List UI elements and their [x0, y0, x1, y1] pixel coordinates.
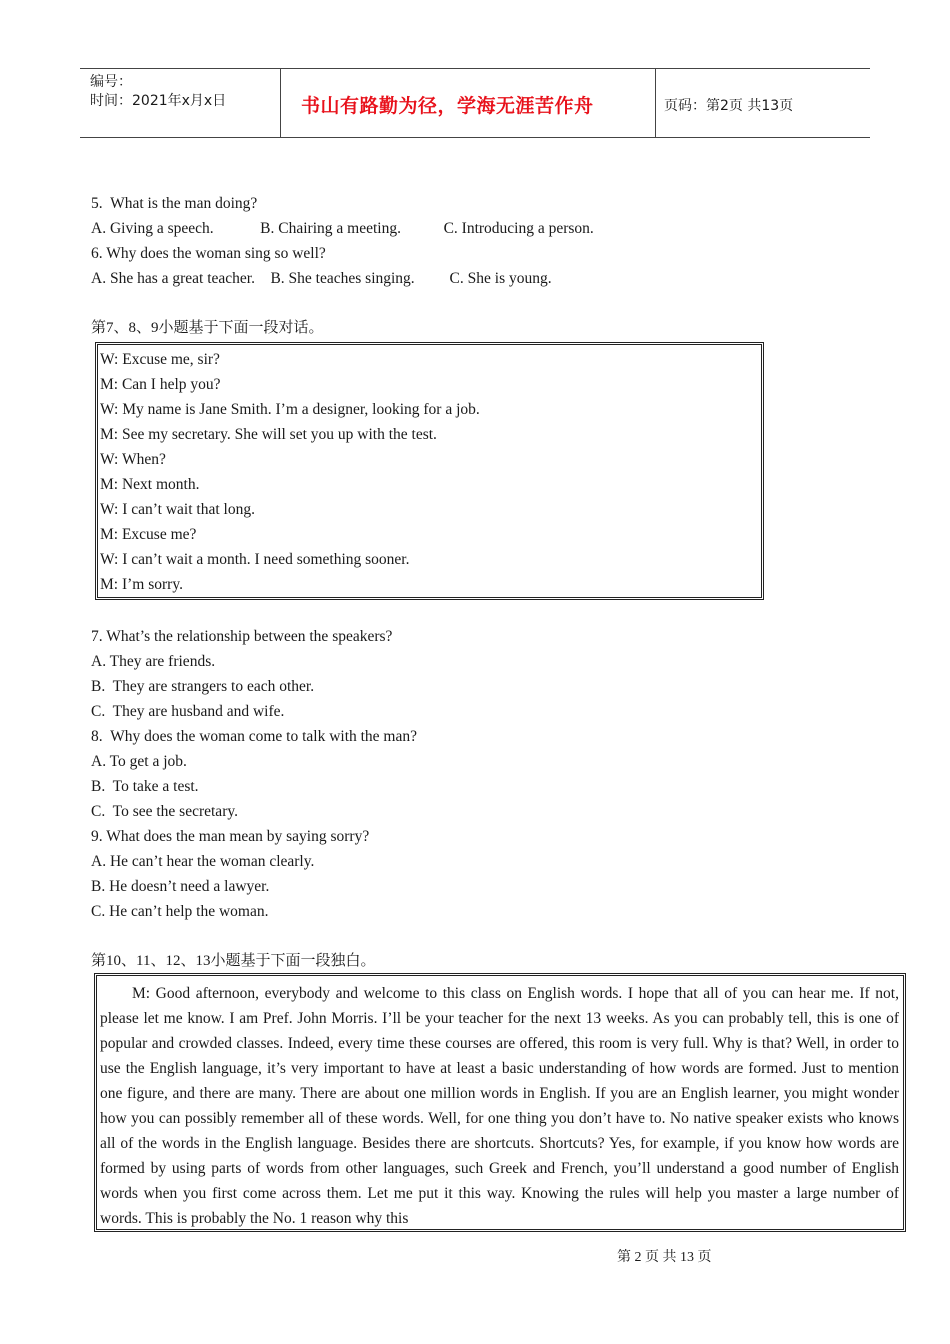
page-footer: 第 2 页 共 13 页	[617, 1250, 712, 1265]
date-label: 时间：2021年x月x日	[90, 93, 227, 109]
dialogue-box	[95, 342, 764, 600]
answer-option: A. He can’t hear the woman clearly.	[91, 853, 315, 870]
dialogue-line: W: My name is Jane Smith. I’m a designer, looking for a job.	[100, 401, 480, 418]
answer-option: C. They are husband and wife.	[91, 703, 285, 720]
dialogue-line: M: I’m sorry.	[100, 576, 183, 593]
page-header	[80, 68, 870, 138]
dialogue-line: W: I can’t wait that long.	[100, 501, 255, 518]
dialogue-line: W: When?	[100, 451, 166, 468]
dialogue-line: W: I can’t wait a month. I need something sooner.	[100, 551, 410, 568]
dialogue-line: M: Next month.	[100, 476, 200, 493]
answer-option: B. He doesn’t need a lawyer.	[91, 878, 270, 895]
header-page-cell	[655, 69, 870, 137]
answer-option: C. He can’t help the woman.	[91, 903, 269, 920]
question-options: A. She has a great teacher. B. She teaches singing. C. She is young.	[91, 270, 552, 287]
question-line: 7. What’s the relationship between the speakers?	[91, 628, 393, 645]
question-line: 5. What is the man doing?	[91, 195, 258, 212]
answer-option: A. They are friends.	[91, 653, 216, 670]
question-line: 9. What does the man mean by saying sorry?	[91, 828, 370, 845]
dialogue-line: M: Excuse me?	[100, 526, 197, 543]
header-motto-cell	[280, 69, 656, 137]
section-intro: 第7、8、9小题基于下面一段对话。	[91, 320, 324, 336]
answer-option: C. To see the secretary.	[91, 803, 238, 820]
dialogue-line: W: Excuse me, sir?	[100, 351, 220, 368]
answer-option: B. They are strangers to each other.	[91, 678, 315, 695]
answer-option: B. To take a test.	[91, 778, 199, 795]
question-options: A. Giving a speech. B. Chairing a meeting. C. Introducing a person.	[91, 220, 594, 237]
dialogue-line: M: See my secretary. She will set you up with the test.	[100, 426, 437, 443]
page-info: 页码：第2页 共13页	[664, 98, 794, 114]
monologue-box	[94, 973, 906, 1232]
monologue-text: M: Good afternoon, everybody and welcome to this class on English words. I hope that all of you can hear me. If not, please let me know. I am Pref. John Morris. I’ll be your teacher for the next 13 weeks. As you can probably tell, this is one of popular and crowded classes. Indeed, every time these courses are offered, this room is very full. Why is that? Well, in order to use the English language, it’s very important to have at least a basic understanding of how words are formed. Just to mention one figure, and there are many. There are about one million words in English. If you are an English learner, you might wonder how you can possibly remember all of these words. Well, for one thing you don’t have to. No native speaker exists who knows all of the words in the English language. Besides there are shortcuts. Shortcuts? Yes, for example, if you know how words are formed by using parts of words from other languages, such Greek and French, you’ll understand a good number of English words when you first come across them. Let me put it this way. Knowing the rules will help you master a large number of words. This is probably the No. 1 reason why this	[100, 985, 899, 1227]
question-line: 8. Why does the woman come to talk with the man?	[91, 728, 417, 745]
dialogue-line: M: Can I help you?	[100, 376, 221, 393]
serial-label: 编号：	[90, 74, 132, 90]
question-line: 6. Why does the woman sing so well?	[91, 245, 326, 262]
motto-text: 书山有路勤为径，学海无涯苦作舟	[301, 95, 594, 117]
answer-option: A. To get a job.	[91, 753, 187, 770]
section-intro: 第10、11、12、13小题基于下面一段独白。	[91, 953, 376, 969]
header-meta-cell	[80, 69, 280, 137]
